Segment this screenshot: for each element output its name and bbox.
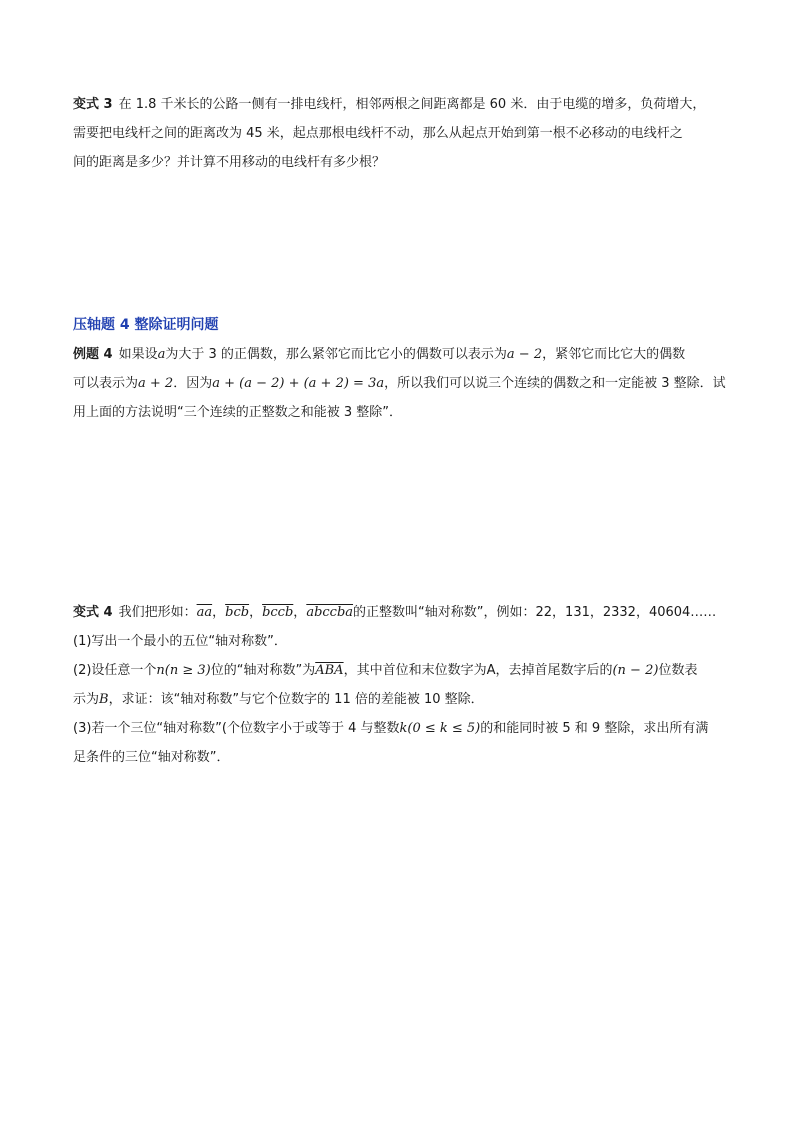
sep-1: ， [212,605,226,620]
variant-3-text-1: 在 1.8 千米长的公路一侧有一排电线杆，相邻两根之间距离都是 60 米．由于电缆的增多，负荷增大， [118,97,706,112]
q3-text-b: 的和能同时被 5 和 9 整除，求出所有满 [480,721,709,736]
q2-text-b: 位的“轴对称数”为 [210,663,316,678]
form-bcb: $\overline{bcb}$ [225,605,250,620]
section-4-title: 压轴题 4 整除证明问题 [73,317,219,333]
form-abccba: abccba [306,605,354,620]
variant-4-text-1b: 的正整数叫“轴对称数”，例如：22，131，2332，40604…… [353,605,717,620]
variant-3-line-3: 间的距离是多少？并计算不用移动的电线杆有多少根？ [73,155,386,170]
example-4-text-1a: 如果设 [118,347,158,362]
example-4-text-1c: ，紧邻它而比它大的偶数 [542,347,686,362]
variant-4-line-1 [73,598,733,627]
q2-n: n(n ≥ 3) [156,663,211,678]
sep-3: ， [293,605,307,620]
q3-text-a: (3)若一个三位“轴对称数”(个位数字小于或等于 4 与整数 [73,721,400,736]
variant-4-label: 变式 4 [73,605,113,620]
q2-B: B [99,692,109,707]
q3-k: k(0 ≤ k ≤ 5) [399,721,481,736]
variant-3-label: 变式 3 [73,97,113,112]
example-4-text-2a: 可以表示为 [73,376,139,391]
example-4-text-1b: 为大于 3 的正偶数，那么紧邻它而比它小的偶数可以表示为 [165,347,507,362]
q2-ABA: $\overline{ABA}$ [315,663,344,678]
variant-4 [73,598,733,772]
question-2-line-2 [73,685,733,714]
example-4-line-2 [73,369,733,398]
q2-n-minus-2: (n − 2) [612,663,659,678]
q2-text-c: ，其中首位和末位数字为A，去掉首尾数字后的 [343,663,613,678]
example-4-label: 例题 4 [73,347,113,362]
example-4-text-2b: ．因为 [173,376,213,391]
expr-sum: a + (a − 2) + (a + 2) = 3a [212,376,385,391]
variant-3 [73,90,733,177]
example-4 [73,340,733,427]
form-aa: $\overline{aa}$ [196,605,213,620]
example-4-line-3: 用上面的方法说明“三个连续的正整数之和能被 3 整除”． [73,405,403,420]
form-bccb: bccb [262,605,294,620]
q2-text-e: 示为 [73,692,100,707]
q2-text-d: 位数表 [658,663,698,678]
variant-3-line-2: 需要把电线杆之间的距离改为 45 米，起点那根电线杆不动，那么从起点开始到第一根不必移动的电线杆之 [73,126,683,141]
question-2-line-1 [73,656,733,685]
variant-4-text-1a: 我们把形如： [118,605,197,620]
question-1: (1)写出一个最小的五位“轴对称数”． [73,634,287,649]
var-a: a [157,347,166,362]
sep-2: ， [249,605,263,620]
example-4-line-1 [73,340,733,369]
expr-a-minus-2: a − 2 [506,347,543,362]
question-3-line-1 [73,714,733,743]
question-3-line-2: 足条件的三位“轴对称数”． [73,750,230,765]
variant-3-line-1 [73,90,733,119]
expr-a-plus-2: a + 2 [138,376,174,391]
q2-text-a: (2)设任意一个 [73,663,157,678]
example-4-text-2c: ，所以我们可以说三个连续的偶数之和一定能被 3 整除．试 [384,376,726,391]
q2-text-f: ，求证：该“轴对称数”与它个位数字的 11 倍的差能被 10 整除． [108,692,484,707]
